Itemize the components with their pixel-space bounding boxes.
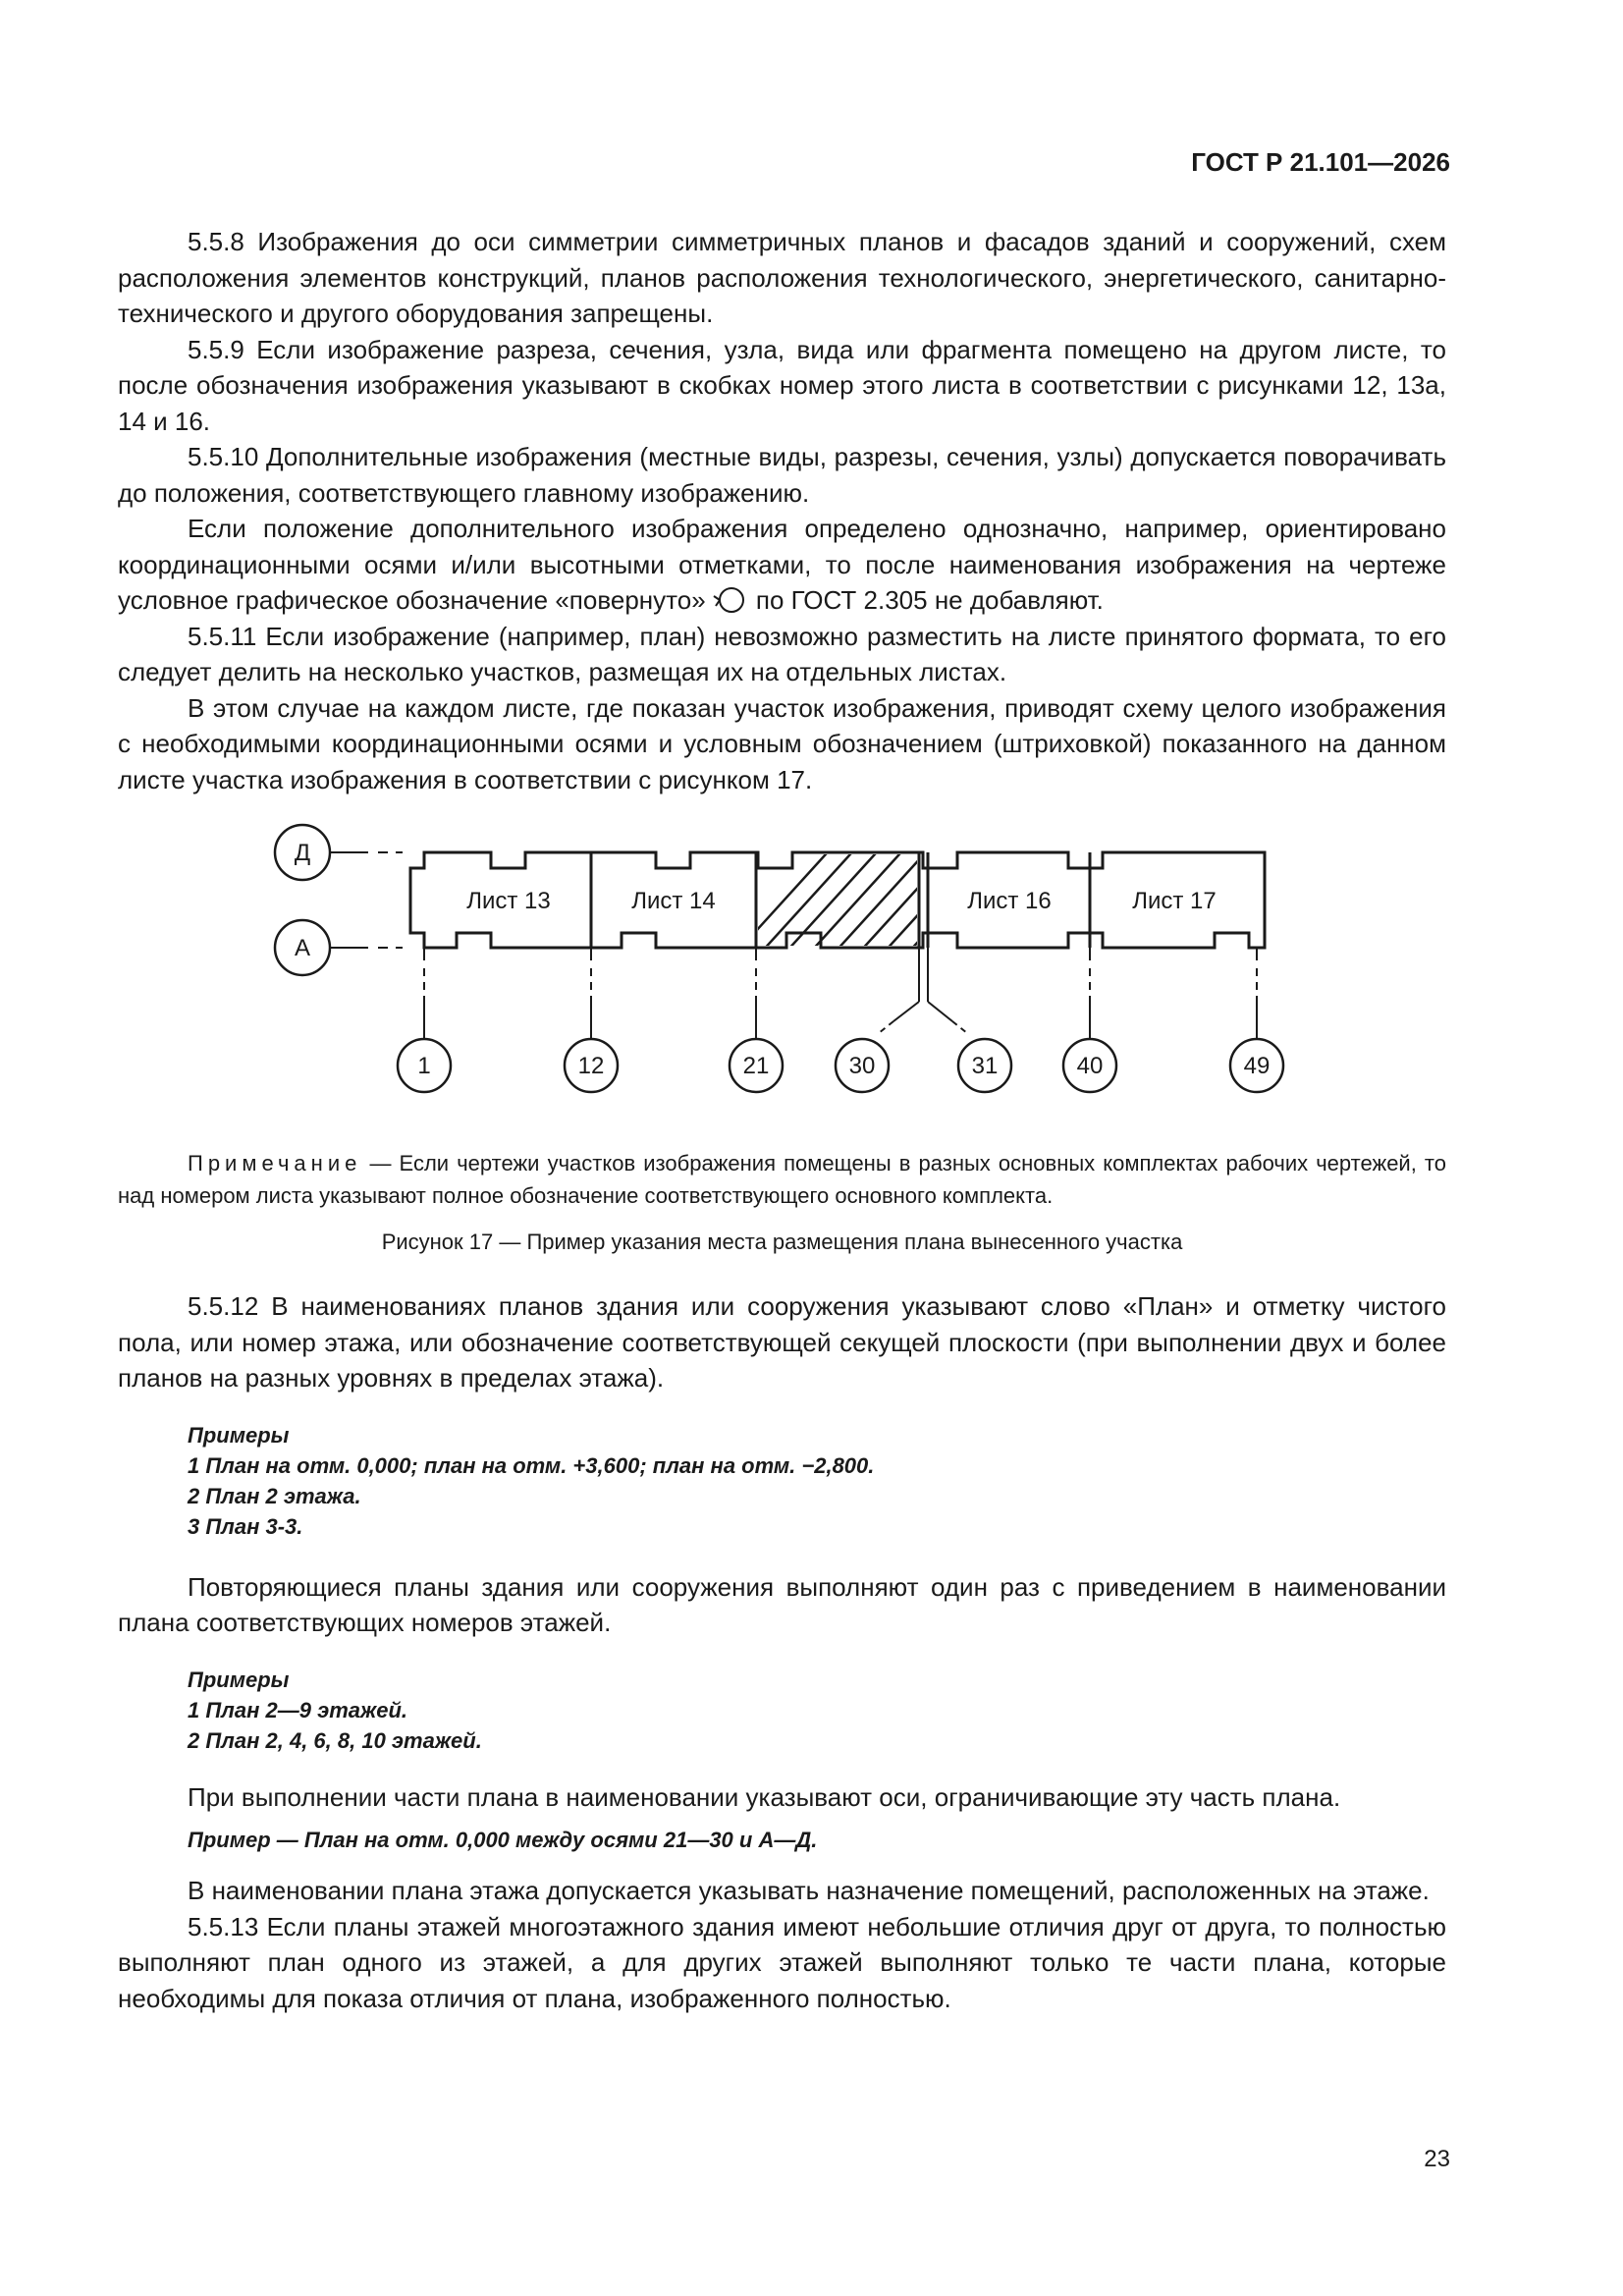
paragraph-5-5-13: 5.5.13 Если планы этажей многоэтажного здания имеют небольшие отличия друг от друга, то полностью выполняют план одного из этажей, а для других этажей выполняют только те части плана, которые необходимы для показа отличия от плана, изображенного полностью. [118, 1911, 1446, 2013]
paragraph-5-5-8: 5.5.8 Изображения до оси симметрии симметричных планов и фасадов зданий и сооружений, схем расположения элементов конструкций, планов расположения технологического, энергетического, санитарно-технического и другого оборудования запрещены. [118, 227, 1446, 328]
paragraph-5-5-10-b [118, 511, 1446, 619]
axis-label-1: 1 [417, 1053, 431, 1079]
paragraph-repeat: Повторяющиеся планы здания или сооружения выполняют один раз с приведением в наименовании плана соответствующих номеров этажей. [118, 1571, 1446, 1637]
axis-label-d: Д [294, 840, 311, 866]
paragraph-5-5-12: 5.5.12 В наименованиях планов здания или сооружения указывают слово «План» и отметку чистого пола, или номер этажа, или обозначение соответствующей секущей плоскости (при выполнении двух и более планов на разных уровнях в пределах этажа). [118, 1291, 1446, 1393]
figure-note [118, 1147, 1446, 1212]
paragraph-5-5-9: 5.5.9 Если изображение разреза, сечения, узла, вида или фрагмента помещено на другом листе, то после обозначения изображения указывают в скобках номер этого листа в соответствии с рисунками 12, 13а, 14 и 16. [118, 334, 1446, 436]
paragraph-purpose: В наименовании плана этажа допускается указывать назначение помещений, расположенных на этаже. [188, 1876, 1430, 1905]
document-code: ГОСТ Р 21.101—2026 [1191, 147, 1450, 177]
note-label: Примечание [188, 1151, 362, 1175]
example-item: 1 План 2—9 этажей. [188, 1697, 407, 1722]
example-item: 1 План на отм. 0,000; план на отм. +3,600; план на отм. −2,800. [188, 1452, 875, 1478]
examples-block-1 [118, 1420, 1446, 1542]
example-item: 2 План 2, 4, 6, 8, 10 этажей. [188, 1727, 482, 1753]
text-block-upper [118, 224, 1446, 797]
axis-label-49: 49 [1243, 1053, 1271, 1079]
examples-block-2 [118, 1665, 1446, 1756]
example-item: 2 План 2 этажа. [188, 1483, 361, 1508]
paragraph-part: При выполнении части плана в наименовании указывают оси, ограничивающие эту часть плана. [188, 1781, 1341, 1812]
axis-label-a: А [294, 935, 311, 961]
rotated-symbol-icon [710, 585, 749, 615]
axis-label-31: 31 [971, 1053, 999, 1079]
paragraph-5-5-11-b: В этом случае на каждом листе, где показан участок изображения, приводят схему целого изображения с необходимыми координационными осями и условным обозначением (штриховкой) показанного на данном листе участка изображения в соответствии с рисунком 17. [118, 692, 1446, 794]
paragraph-text: Если положение дополнительного изображения определено однозначно, например, ориентировано координационными осями и/или высотными отметками, то после наименования изображения на чертеже условное графическое обозначение «повернуто» [118, 514, 1446, 615]
hatched-section [736, 845, 1006, 953]
sheet-label-16: Лист 16 [967, 888, 1052, 914]
sheet-label-14: Лист 14 [631, 888, 716, 914]
example-single: Пример — План на отм. 0,000 между осями 21—30 и А—Д. [188, 1828, 818, 1852]
figure-caption: Рисунок 17 — Пример указания места размещения плана вынесенного участка [381, 1230, 1183, 1254]
paragraph-5-5-11: 5.5.11 Если изображение (например, план) невозможно разместить на листе принятого формата, то его следует делить на несколько участков, размещая их на отдельных листах. [118, 621, 1446, 686]
sheet-label-17: Лист 17 [1132, 888, 1217, 914]
note-text: — Если чертежи участков изображения помещены в разных основных комплектах рабочих чертежей, то над номером листа указывают полное обозначение соответствующего основного комплекта. [118, 1151, 1446, 1208]
paragraph-text: по ГОСТ 2.305 не добавляют. [748, 585, 1104, 615]
sheet-label-13: Лист 13 [466, 888, 551, 914]
paragraph-5-5-10: 5.5.10 Дополнительные изображения (местные виды, разрезы, сечения, узлы) допускается поворачивать до положения, соответствующего главному изображению. [118, 442, 1446, 508]
axis-label-12: 12 [577, 1053, 605, 1079]
page-number: 23 [1424, 2146, 1450, 2172]
axis-label-40: 40 [1076, 1053, 1104, 1079]
examples-title: Примеры [188, 1667, 290, 1692]
axis-label-30: 30 [848, 1053, 876, 1079]
axis-label-21: 21 [742, 1053, 770, 1079]
example-item: 3 План 3-3. [188, 1513, 303, 1539]
text-block-lower [118, 1288, 1446, 2016]
examples-title: Примеры [188, 1422, 290, 1448]
figure-notes [118, 1147, 1446, 1258]
figure-17-diagram [265, 815, 1296, 1110]
